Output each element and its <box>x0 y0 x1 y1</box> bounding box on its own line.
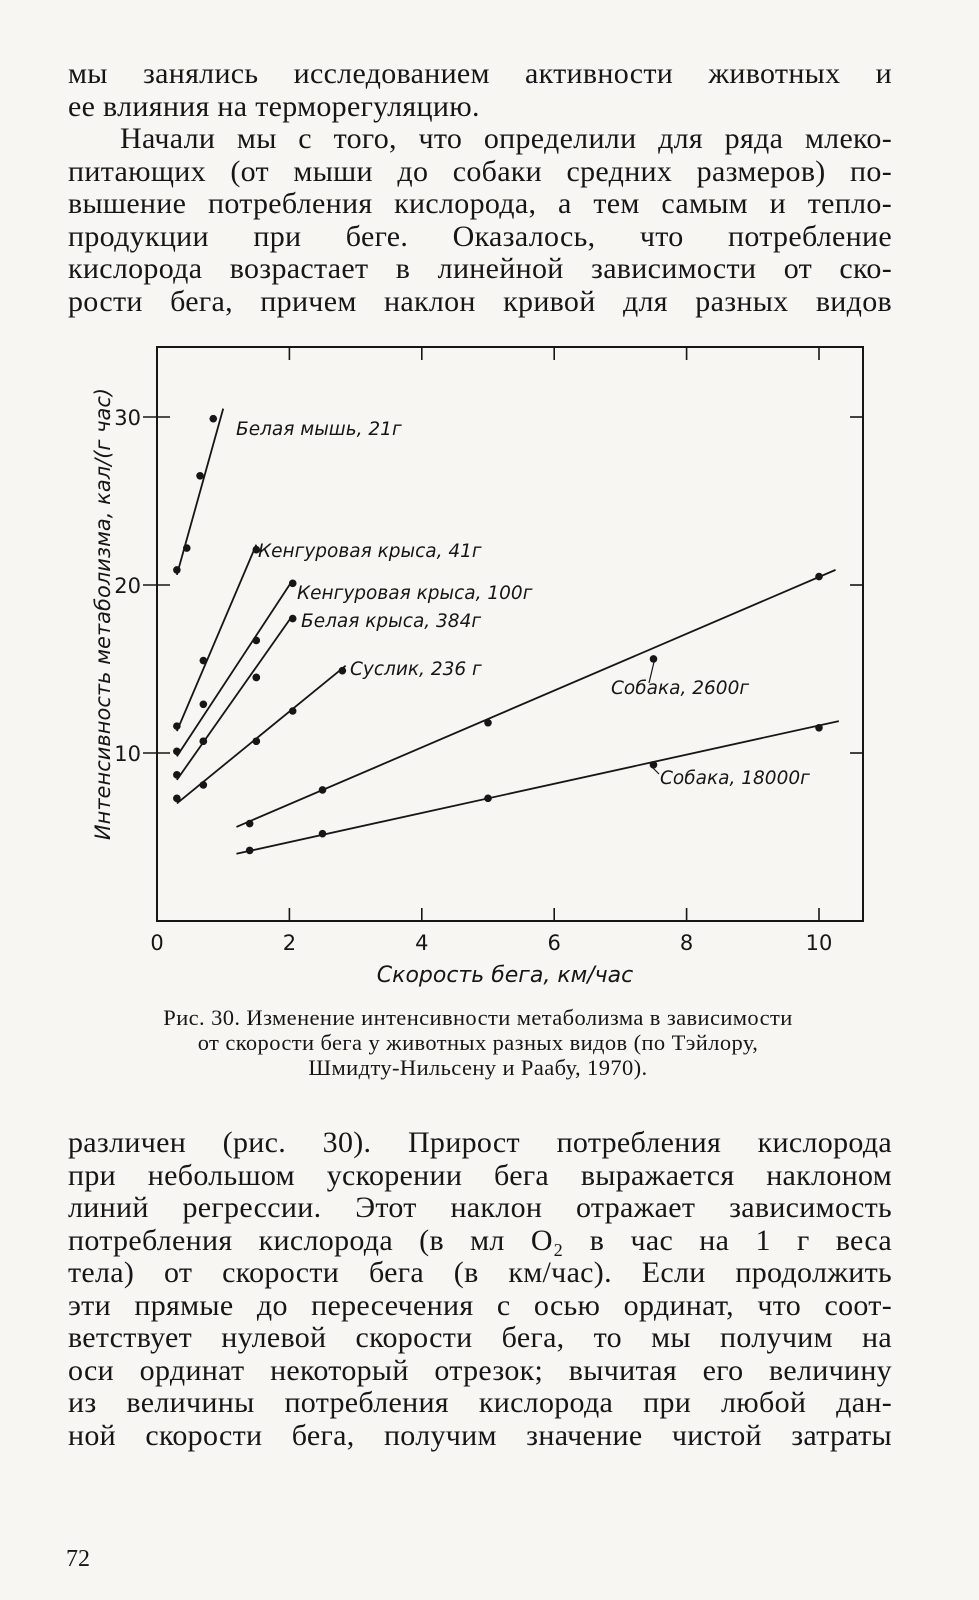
series-label: Белая мышь, 21г <box>236 419 402 440</box>
x-tick-label: 2 <box>282 931 297 955</box>
text-line: ее влияния на терморегуляцию. <box>68 89 480 123</box>
data-point <box>339 667 347 675</box>
caption-line: Рис. 30. Изменение интенсивности метаболизма в зависимости <box>163 1005 793 1030</box>
data-point <box>650 761 658 769</box>
series-label: Кенгуровая крыса, 41г <box>258 541 482 562</box>
text-line: рости бега, причем наклон кривой для разных видов <box>68 284 892 318</box>
data-point <box>484 719 492 727</box>
data-point <box>319 830 327 838</box>
text-line: тела) от скорости бега (в км/час). Если продолжить <box>68 1256 892 1289</box>
text-line: ной скорости бега, получим значение чистой затраты <box>68 1418 892 1452</box>
data-point <box>252 737 260 745</box>
x-tick-label: 6 <box>547 931 561 955</box>
data-point <box>200 700 208 708</box>
text-line: различен (рис. 30). Прирост потребления кислорода <box>68 1126 892 1159</box>
paragraph-bottom <box>68 1127 892 1452</box>
data-point <box>173 771 181 779</box>
caption-line: Шмидту-Нильсену и Раабу, 1970). <box>308 1055 648 1080</box>
data-point <box>200 781 208 789</box>
data-point <box>173 722 181 730</box>
data-point <box>200 657 208 665</box>
data-point <box>246 820 254 828</box>
x-tick-label: 0 <box>150 931 164 955</box>
x-axis-label: Скорость бега, км/час <box>376 963 634 988</box>
data-point <box>173 748 181 756</box>
text-line: вышение потребления кислорода, а тем самым и тепло- <box>68 187 892 220</box>
text-line: эти прямые до пересечения с осью ординат, что соот- <box>68 1288 892 1322</box>
y-tick-label: 10 <box>114 742 141 766</box>
series-label: Суслик, 236 г <box>350 659 482 680</box>
data-point <box>650 655 658 663</box>
data-point <box>319 786 327 794</box>
data-point <box>252 674 260 682</box>
page-number: 72 <box>66 1546 90 1572</box>
data-point <box>200 737 208 745</box>
series-label: Собака, 18000г <box>660 768 810 789</box>
text-line: из величины потребления кислорода при любой дан- <box>68 1386 892 1419</box>
text-line: оси ординат некоторый отрезок; вычитая его величину <box>68 1353 892 1387</box>
series-label: Собака, 2600г <box>611 678 750 699</box>
y-axis-label: Интенсивность метаболизма, кал/(г час) <box>91 387 115 841</box>
data-point <box>252 637 260 645</box>
figure-caption <box>62 1005 894 1080</box>
series-label: Белая крыса, 384г <box>301 611 482 632</box>
text-line: продукции при беге. Оказалось, что потребление <box>68 219 892 253</box>
data-point <box>246 847 254 855</box>
text-line: потребления кислорода (в мл O₂ в час на 1 г веса <box>68 1223 892 1257</box>
y-tick-label: 20 <box>114 574 141 598</box>
x-tick-label: 8 <box>679 931 694 955</box>
text-line: ветствует нулевой скорости бега, то мы получим на <box>68 1321 892 1354</box>
data-point <box>815 573 823 581</box>
text-line: Начали мы с того, что определили для ряда млеко- <box>120 122 892 155</box>
series-labels <box>236 419 810 789</box>
data-point <box>815 724 823 732</box>
data-point <box>289 707 297 715</box>
y-tick-label: 30 <box>114 406 141 430</box>
regression-line <box>177 545 256 731</box>
text-line: питающих (от мыши до собаки средних размеров) по- <box>68 154 892 188</box>
data-point <box>484 795 492 803</box>
x-tick-label: 4 <box>415 931 429 955</box>
data-point <box>183 544 191 552</box>
caption-line: от скорости бега у животных разных видов (по Тэйлору, <box>197 1030 759 1055</box>
regression-line <box>177 580 293 756</box>
data-point <box>196 472 204 480</box>
data-point <box>289 615 297 623</box>
text-line: мы занялись исследованием активности животных и <box>68 57 892 90</box>
data-point <box>289 580 297 588</box>
text-line: линий регрессии. Этот наклон отражает зависимость <box>68 1191 892 1224</box>
text-line: кислорода возрастает в линейной зависимости от ско- <box>68 252 892 285</box>
data-point <box>209 415 217 423</box>
data-point <box>173 795 181 803</box>
data-point <box>173 566 181 574</box>
text-line: при небольшом ускорении бега выражается наклоном <box>68 1158 892 1192</box>
x-tick-label: 10 <box>805 931 833 955</box>
series-label: Кенгуровая крыса, 100г <box>297 583 533 604</box>
